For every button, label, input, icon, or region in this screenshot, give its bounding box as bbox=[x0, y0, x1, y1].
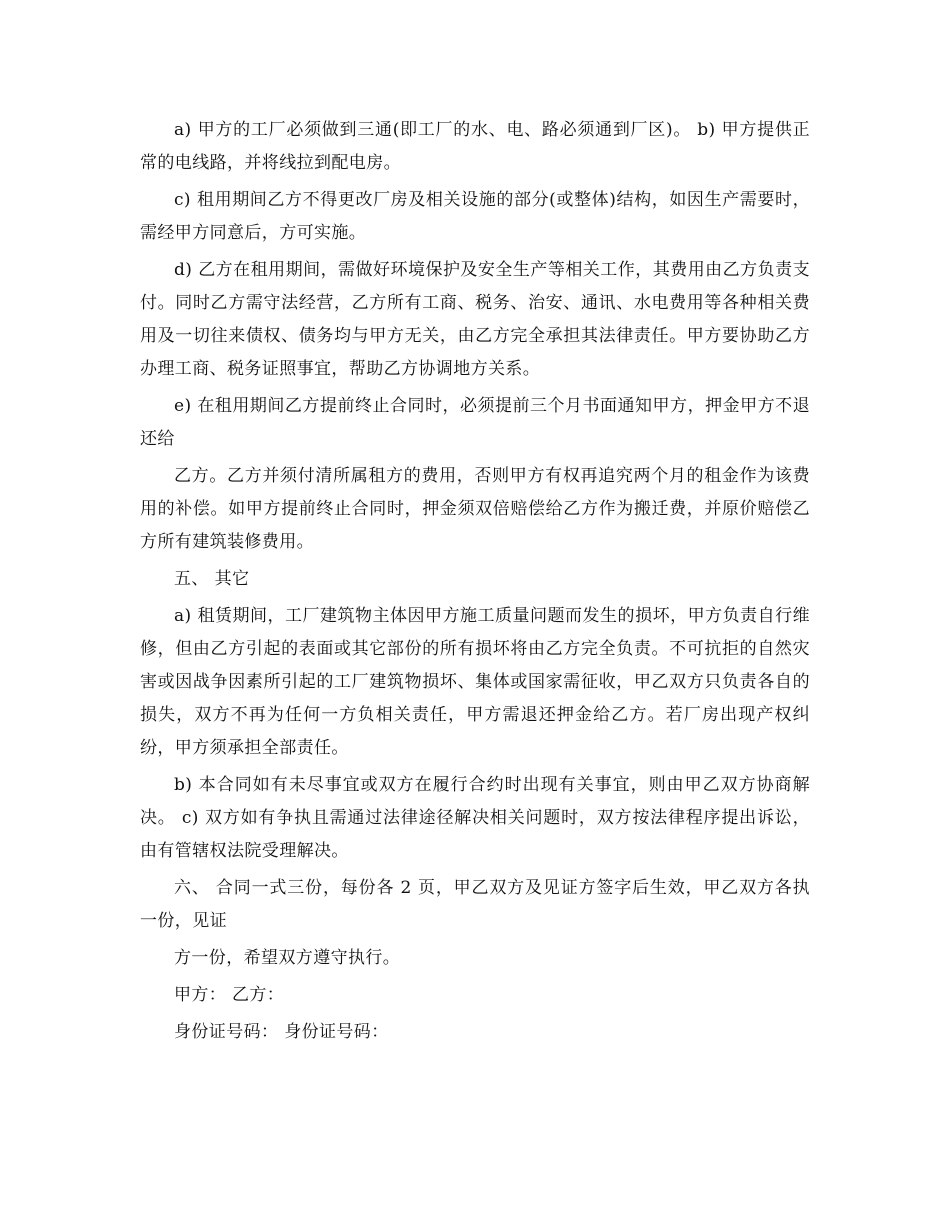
section-six-copies: 六、 合同一式三份，每份各 2 页，甲乙双方及见证方签字后生效，甲乙双方各执一份，见证 bbox=[140, 878, 810, 931]
clause-d-tenant-responsibilities: d) 乙方在租用期间，需做好环境保护及安全生产等相关工作，其费用由乙方负责支付。同时乙方需守法经营，乙方所有工商、税务、治安、通讯、水电费用等各种相关费用及一切往来债权、债务均与甲方无关，由乙方完全承担其法律责任。甲方要协助乙方办理工商、税务证照事宜，帮助乙方协调地方关系。 bbox=[140, 260, 810, 379]
clause-five-a-damages: a) 租赁期间，工厂建筑物主体因甲方施工质量问题而发生的损坏，甲方负责自行维修，但由乙方引起的表面或其它部份的所有损坏将由乙方完全负责。不可抗拒的自然灾害或因战争因素所引起的工厂建筑物损坏、集体或国家需征收，甲乙双方只负责各自的损失，双方不再为任何一方负相关责任，甲方需退还押金给乙方。若厂房出现产权纠纷，甲方须承担全部责任。 bbox=[140, 606, 810, 758]
clause-five-b-c-disputes: b) 本合同如有未尽事宜或双方在履行合约时出现有关事宜，则由甲乙双方协商解决。 c) 双方如有争执且需通过法律途径解决相关问题时，双方按法律程序提出诉讼，由有管辖权法院受理解决。 bbox=[140, 775, 810, 861]
clause-a-factory-utilities: a) 甲方的工厂必须做到三通(即工厂的水、电、路必须通到厂区)。 b) 甲方提供正常的电线路，并将线拉到配电房。 bbox=[140, 120, 810, 173]
clause-c-structure-changes: c) 租用期间乙方不得更改厂房及相关设施的部分(或整体)结构，如因生产需要时，需经甲方同意后，方可实施。 bbox=[140, 190, 810, 243]
section-five-heading: 五、 其它 bbox=[174, 569, 250, 589]
section-six-continuation: 方一份，希望双方遵守执行。 bbox=[174, 948, 401, 968]
signature-id-numbers: 身份证号码： 身份证号码： bbox=[174, 1022, 389, 1042]
clause-e-continuation: 乙方。乙方并须付清所属租方的费用，否则甲方有权再追究两个月的租金作为该费用的补偿。如甲方提前终止合同时，押金须双倍赔偿给乙方作为搬迁费，并原价赔偿乙方所有建筑装修费用。 bbox=[140, 466, 810, 552]
clause-e-early-termination: e) 在租用期间乙方提前终止合同时，必须提前三个月书面通知甲方，押金甲方不退还给 bbox=[140, 396, 810, 449]
signature-parties: 甲方： 乙方： bbox=[174, 985, 285, 1005]
